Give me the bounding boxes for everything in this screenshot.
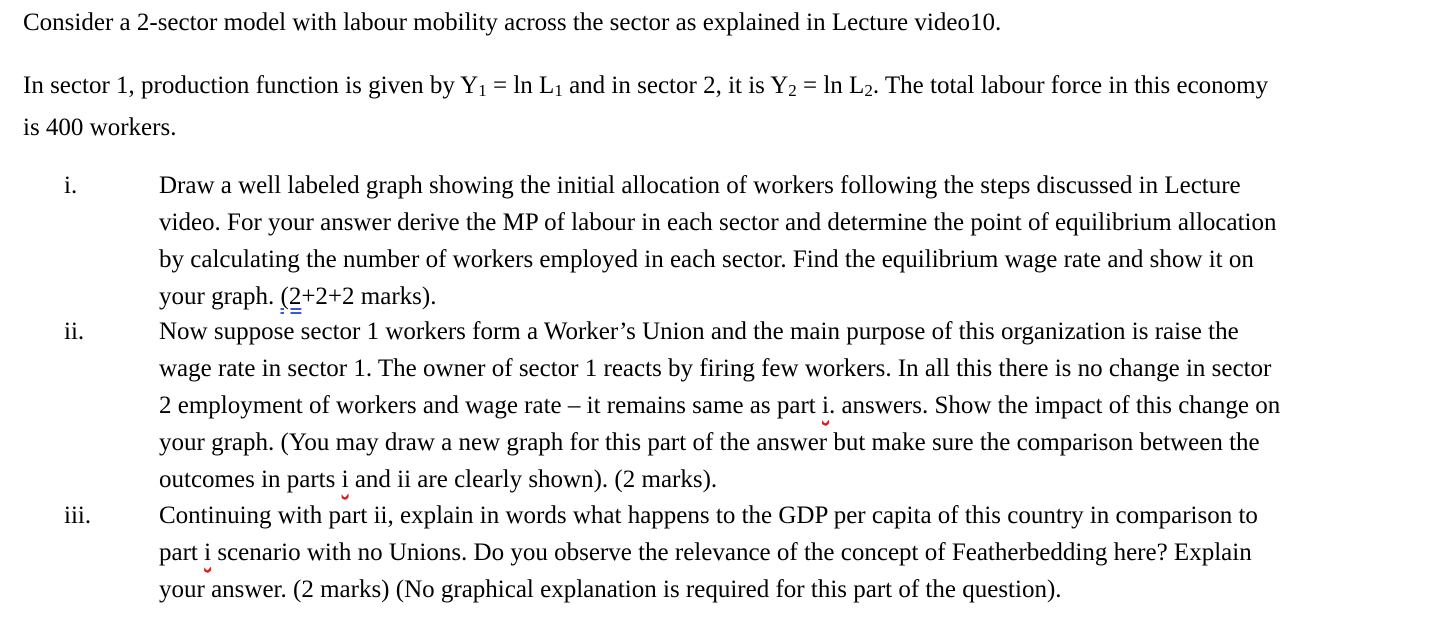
text-run: and ii are clearly shown). (2 marks). (348, 466, 718, 493)
item-line (159, 387, 1429, 424)
item-body (159, 497, 1429, 608)
text-run: In sector 1, production function is given by Y (23, 72, 479, 99)
text-run: scenario with no Unions. Do you observe the relevance of the concept of Featherbedding here? Explain (211, 539, 1252, 566)
item-line (159, 461, 1429, 498)
text-run: . answers. Show the impact of this change on (828, 392, 1281, 419)
production-function-paragraph (23, 67, 1423, 146)
item-line (159, 534, 1429, 571)
text-run: your graph. (159, 283, 281, 310)
spelling-marked-text[interactable]: i (341, 466, 349, 493)
intro-sentence: Consider a 2-sector model with labour mobility across the sector as explained in Lecture video10. (23, 9, 1002, 36)
text-run: = ln L (796, 72, 865, 99)
text-run: outcomes in parts (159, 466, 342, 493)
text-run: part (159, 539, 205, 566)
subscript: 2 (788, 81, 797, 100)
item-body (159, 167, 1429, 315)
spelling-marked-text[interactable]: i (204, 539, 212, 566)
paragraph-line (23, 67, 1423, 109)
subscript: 1 (554, 81, 563, 100)
text-run: 2 employment of workers and wage rate – it remains same as part (159, 392, 822, 419)
text-run: +2+2 marks). (301, 283, 437, 310)
item-number: i. (64, 172, 78, 199)
subscript: 1 (478, 81, 487, 100)
text-run: . The total labour force in this economy (872, 72, 1269, 99)
text-run: and in sector 2, it is Y (562, 72, 789, 99)
text-run: = ln L (486, 72, 555, 99)
item-line: Continuing with part ii, explain in words what happens to the GDP per capita of this country in comparison to (159, 502, 1258, 529)
item-line: Now suppose sector 1 workers form a Worker’s Union and the main purpose of this organization is raise the (159, 318, 1239, 345)
item-line: video. For your answer derive the MP of labour in each sector and determine the point of equilibrium allocation (159, 209, 1277, 236)
item-line: your graph. (You may draw a new graph for this part of the answer but make sure the comparison between the (159, 429, 1260, 456)
item-line: wage rate in sector 1. The owner of sector 1 reacts by firing few workers. In all this there is no change in sector (159, 355, 1272, 382)
item-body (159, 313, 1429, 498)
paragraph-line: is 400 workers. (23, 114, 177, 141)
item-line: your answer. (2 marks) (No graphical explanation is required for this part of the question). (159, 576, 1062, 603)
spelling-marked-text[interactable]: i (821, 392, 829, 419)
subscript: 2 (864, 81, 873, 100)
item-number: ii. (64, 318, 85, 345)
item-line: by calculating the number of workers employed in each sector. Find the equilibrium wage rate and show it on (159, 246, 1254, 273)
item-number: iii. (64, 502, 92, 529)
item-line (159, 278, 1429, 315)
grammar-marked-text[interactable]: (2 (280, 283, 302, 310)
item-line: Draw a well labeled graph showing the initial allocation of workers following the steps discussed in Lecture (159, 172, 1241, 199)
